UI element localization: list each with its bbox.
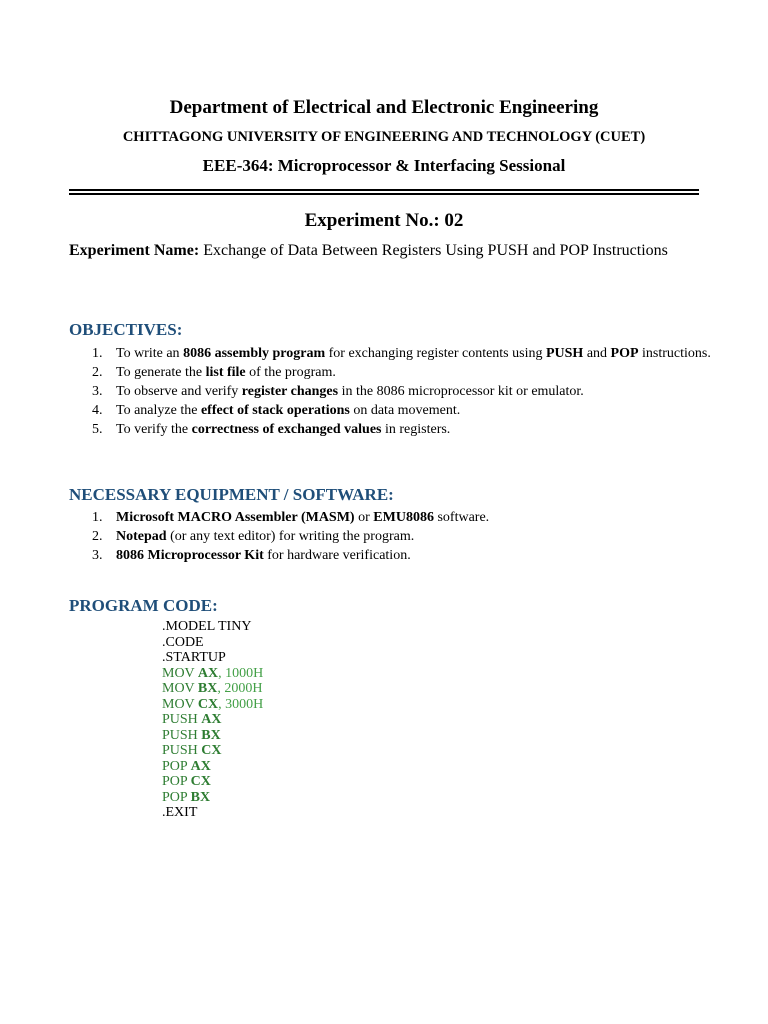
code-opcode: MOV — [162, 681, 198, 696]
code-line — [162, 681, 263, 697]
list-item — [92, 382, 712, 401]
experiment-name-label: Experiment Name: — [69, 242, 200, 259]
code-register: AX — [190, 758, 211, 774]
list-item-text: in registers. — [381, 422, 451, 437]
list-item-number: 4. — [92, 403, 103, 418]
code-register: BX — [201, 727, 221, 743]
code-line: .CODE — [162, 634, 204, 650]
program-code-block — [162, 619, 263, 821]
code-register: BX — [197, 681, 218, 696]
code-line — [162, 728, 263, 744]
list-item-bold-text: PUSH — [545, 346, 584, 361]
code-operand: , 1000H — [218, 665, 264, 681]
list-item — [92, 527, 712, 546]
list-item-text: for hardware verification. — [263, 548, 411, 563]
list-item-text: of the program. — [245, 365, 336, 380]
list-item-number: 5. — [92, 422, 103, 437]
list-item-bold-text: register changes — [241, 384, 339, 399]
list-item-text: instructions. — [638, 346, 711, 361]
header-divider-bottom — [69, 193, 699, 195]
code-opcode: POP — [162, 758, 191, 774]
list-item-text: software. — [433, 510, 490, 525]
code-operand: , 2000H — [217, 681, 263, 696]
list-item — [92, 344, 712, 363]
list-item-number: 3. — [92, 548, 103, 563]
code-line — [162, 774, 263, 790]
list-item-bold-text: list file — [205, 365, 246, 380]
equipment-heading: NECESSARY EQUIPMENT / SOFTWARE: — [69, 485, 394, 504]
code-opcode: POP — [162, 789, 191, 805]
code-line — [162, 666, 263, 682]
list-item-text: To write an — [116, 346, 184, 361]
list-item-text: in the 8086 microprocessor kit or emulator. — [338, 384, 584, 399]
code-line — [162, 790, 263, 806]
code-register: BX — [190, 789, 211, 805]
code-line: .EXIT — [162, 805, 198, 820]
list-item-number: 3. — [92, 384, 103, 399]
list-item-number: 1. — [92, 510, 103, 525]
list-item-text: To observe and verify — [116, 384, 242, 399]
list-item-bold-text: Microsoft MACRO Assembler (MASM) — [116, 510, 355, 525]
list-item-text: and — [583, 346, 611, 361]
experiment-number: Experiment No.: 02 — [304, 210, 464, 231]
list-item-bold-text: 8086 assembly program — [183, 346, 326, 361]
list-item-bold-text: 8086 Microprocessor Kit — [116, 548, 264, 563]
list-item-bold-text: correctness of exchanged values — [191, 422, 382, 437]
code-line: .MODEL TINY — [162, 619, 252, 634]
code-line — [162, 743, 263, 759]
code-operand: , 3000H — [218, 696, 264, 712]
list-item-number: 2. — [92, 529, 103, 544]
code-line — [162, 697, 263, 713]
list-item-text: or — [354, 510, 374, 525]
code-register: AX — [197, 665, 219, 681]
list-item — [92, 546, 712, 565]
program-code-heading: PROGRAM CODE: — [69, 596, 218, 615]
code-register: CX — [197, 696, 219, 712]
list-item — [92, 363, 712, 382]
code-register: AX — [201, 712, 222, 727]
equipment-list — [92, 508, 712, 565]
list-item-bold-text: POP — [610, 346, 639, 361]
code-opcode: PUSH — [162, 727, 202, 743]
list-item — [92, 420, 712, 439]
list-item-text: To generate the — [116, 365, 206, 380]
code-opcode: POP — [162, 774, 191, 789]
list-item-text: To verify the — [116, 422, 192, 437]
list-item — [92, 401, 712, 420]
code-line — [162, 759, 263, 775]
list-item-text: (or any text editor) for writing the program. — [166, 529, 415, 544]
header-divider-top — [69, 189, 699, 191]
list-item-bold-text: effect of stack operations — [200, 403, 350, 418]
code-opcode: PUSH — [162, 712, 202, 727]
experiment-name-text: Exchange of Data Between Registers Using PUSH and POP Instructions — [199, 242, 668, 259]
code-line: .STARTUP — [162, 650, 226, 665]
code-opcode: PUSH — [162, 743, 202, 758]
list-item — [92, 508, 712, 527]
list-item-bold-text: Notepad — [116, 529, 167, 544]
objectives-list — [92, 344, 712, 439]
list-item-text: for exchanging register contents using — [325, 346, 546, 361]
objectives-heading: OBJECTIVES: — [69, 320, 183, 339]
code-opcode: MOV — [162, 665, 198, 681]
department-title: Department of Electrical and Electronic Engineering — [169, 97, 599, 118]
code-opcode: MOV — [162, 696, 198, 712]
list-item-text: on data movement. — [349, 403, 461, 418]
list-item-number: 2. — [92, 365, 103, 380]
university-name: CHITTAGONG UNIVERSITY OF ENGINEERING AND TECHNOLOGY (CUET) — [122, 129, 646, 145]
code-register: CX — [201, 743, 222, 758]
code-line — [162, 712, 263, 728]
list-item-text: To analyze the — [116, 403, 201, 418]
list-item-bold-text: EMU8086 — [373, 510, 434, 525]
code-register: CX — [190, 774, 211, 789]
course-title: EEE-364: Microprocessor & Interfacing Sessional — [202, 156, 566, 175]
list-item-number: 1. — [92, 346, 103, 361]
experiment-name — [69, 241, 699, 260]
